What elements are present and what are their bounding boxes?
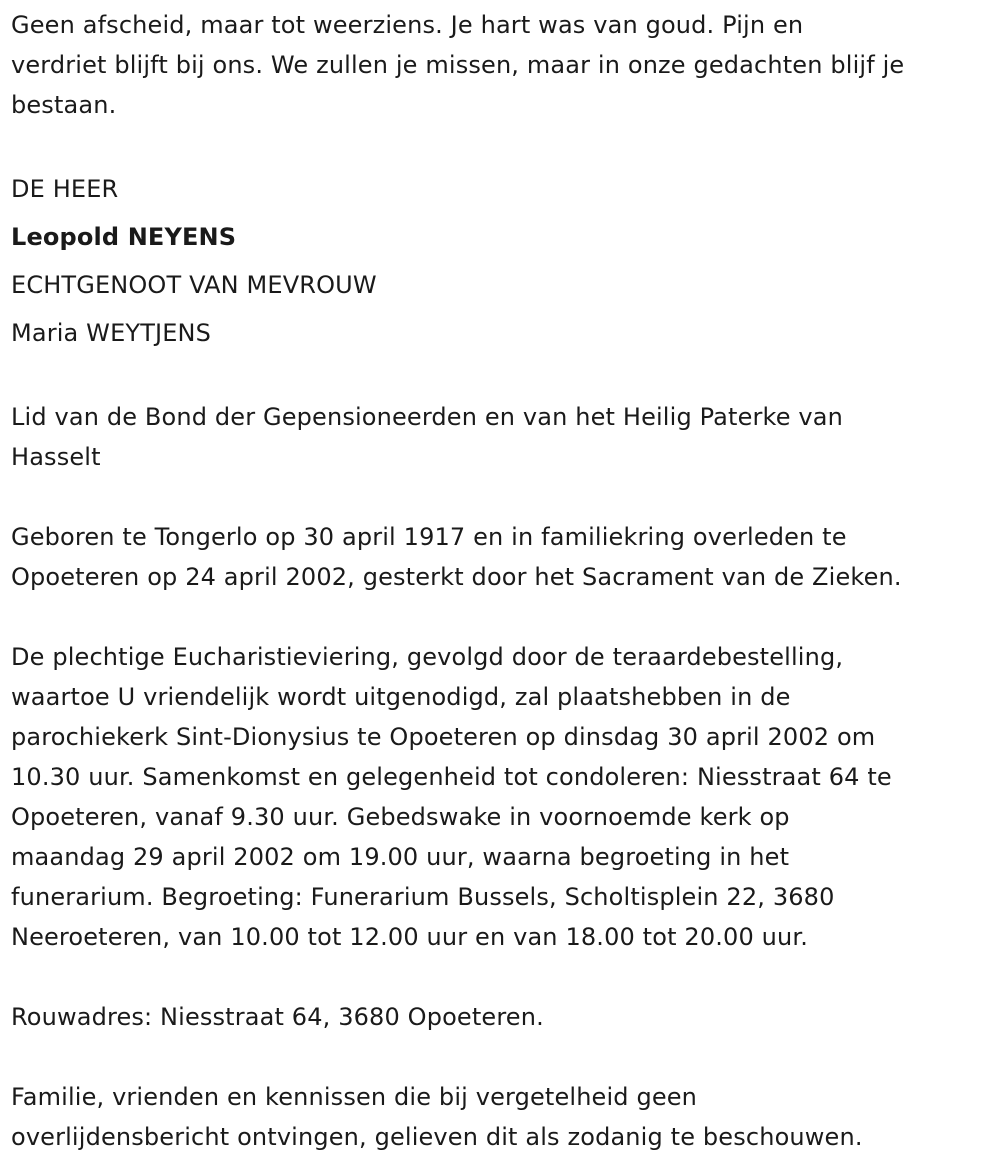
intro-line: bestaan.	[11, 91, 117, 119]
intro-paragraph	[11, 5, 991, 125]
ceremony-line: maandag 29 april 2002 om 19.00 uur, waarna begroeting in het	[11, 843, 790, 871]
obituary-notice	[11, 5, 991, 1157]
spacer	[11, 957, 991, 997]
mourning-address: Rouwadres: Niesstraat 64, 3680 Opoeteren.	[11, 1003, 544, 1031]
membership-line: Hasselt	[11, 443, 101, 471]
ceremony-line: 10.30 uur. Samenkomst en gelegenheid tot condoleren: Niesstraat 64 te	[11, 763, 892, 791]
spacer	[11, 1037, 991, 1077]
deceased-name: Leopold NEYENS	[11, 223, 237, 251]
address-paragraph	[11, 997, 991, 1037]
intro-line: Geen afscheid, maar tot weerziens. Je hart was van goud. Pijn en	[11, 11, 804, 39]
closing-line: Familie, vrienden en kennissen die bij vergetelheid geen	[11, 1083, 698, 1111]
ceremony-line: Neeroeteren, van 10.00 tot 12.00 uur en van 18.00 tot 20.00 uur.	[11, 923, 808, 951]
birth-death-line: Geboren te Tongerlo op 30 april 1917 en in familiekring overleden te	[11, 523, 847, 551]
closing-paragraph	[11, 1077, 991, 1157]
spacer	[11, 477, 991, 517]
ceremony-line: parochiekerk Sint-Dionysius te Opoeteren op dinsdag 30 april 2002 om	[11, 723, 876, 751]
membership-paragraph	[11, 397, 991, 477]
intro-line: verdriet blijft bij ons. We zullen je missen, maar in onze gedachten blijf je	[11, 51, 905, 79]
spouse-name: Maria WEYTJENS	[11, 319, 212, 347]
ceremony-paragraph	[11, 637, 991, 957]
spouse-label: ECHTGENOOT VAN MEVROUW	[11, 271, 377, 299]
ceremony-line: funerarium. Begroeting: Funerarium Bussels, Scholtisplein 22, 3680	[11, 883, 835, 911]
ceremony-line: waartoe U vriendelijk wordt uitgenodigd, zal plaatshebben in de	[11, 683, 791, 711]
deceased-header	[11, 165, 991, 357]
ceremony-line: De plechtige Eucharistieviering, gevolgd door de teraardebestelling,	[11, 643, 844, 671]
closing-line: overlijdensbericht ontvingen, gelieven dit als zodanig te beschouwen.	[11, 1123, 863, 1151]
membership-line: Lid van de Bond der Gepensioneerden en van het Heilig Paterke van	[11, 403, 843, 431]
spacer	[11, 597, 991, 637]
spacer	[11, 125, 991, 165]
birth-death-line: Opoeteren op 24 april 2002, gesterkt door het Sacrament van de Zieken.	[11, 563, 902, 591]
honorific-title: DE HEER	[11, 175, 119, 203]
birth-death-paragraph	[11, 517, 991, 597]
spacer	[11, 357, 991, 397]
ceremony-line: Opoeteren, vanaf 9.30 uur. Gebedswake in voornoemde kerk op	[11, 803, 790, 831]
